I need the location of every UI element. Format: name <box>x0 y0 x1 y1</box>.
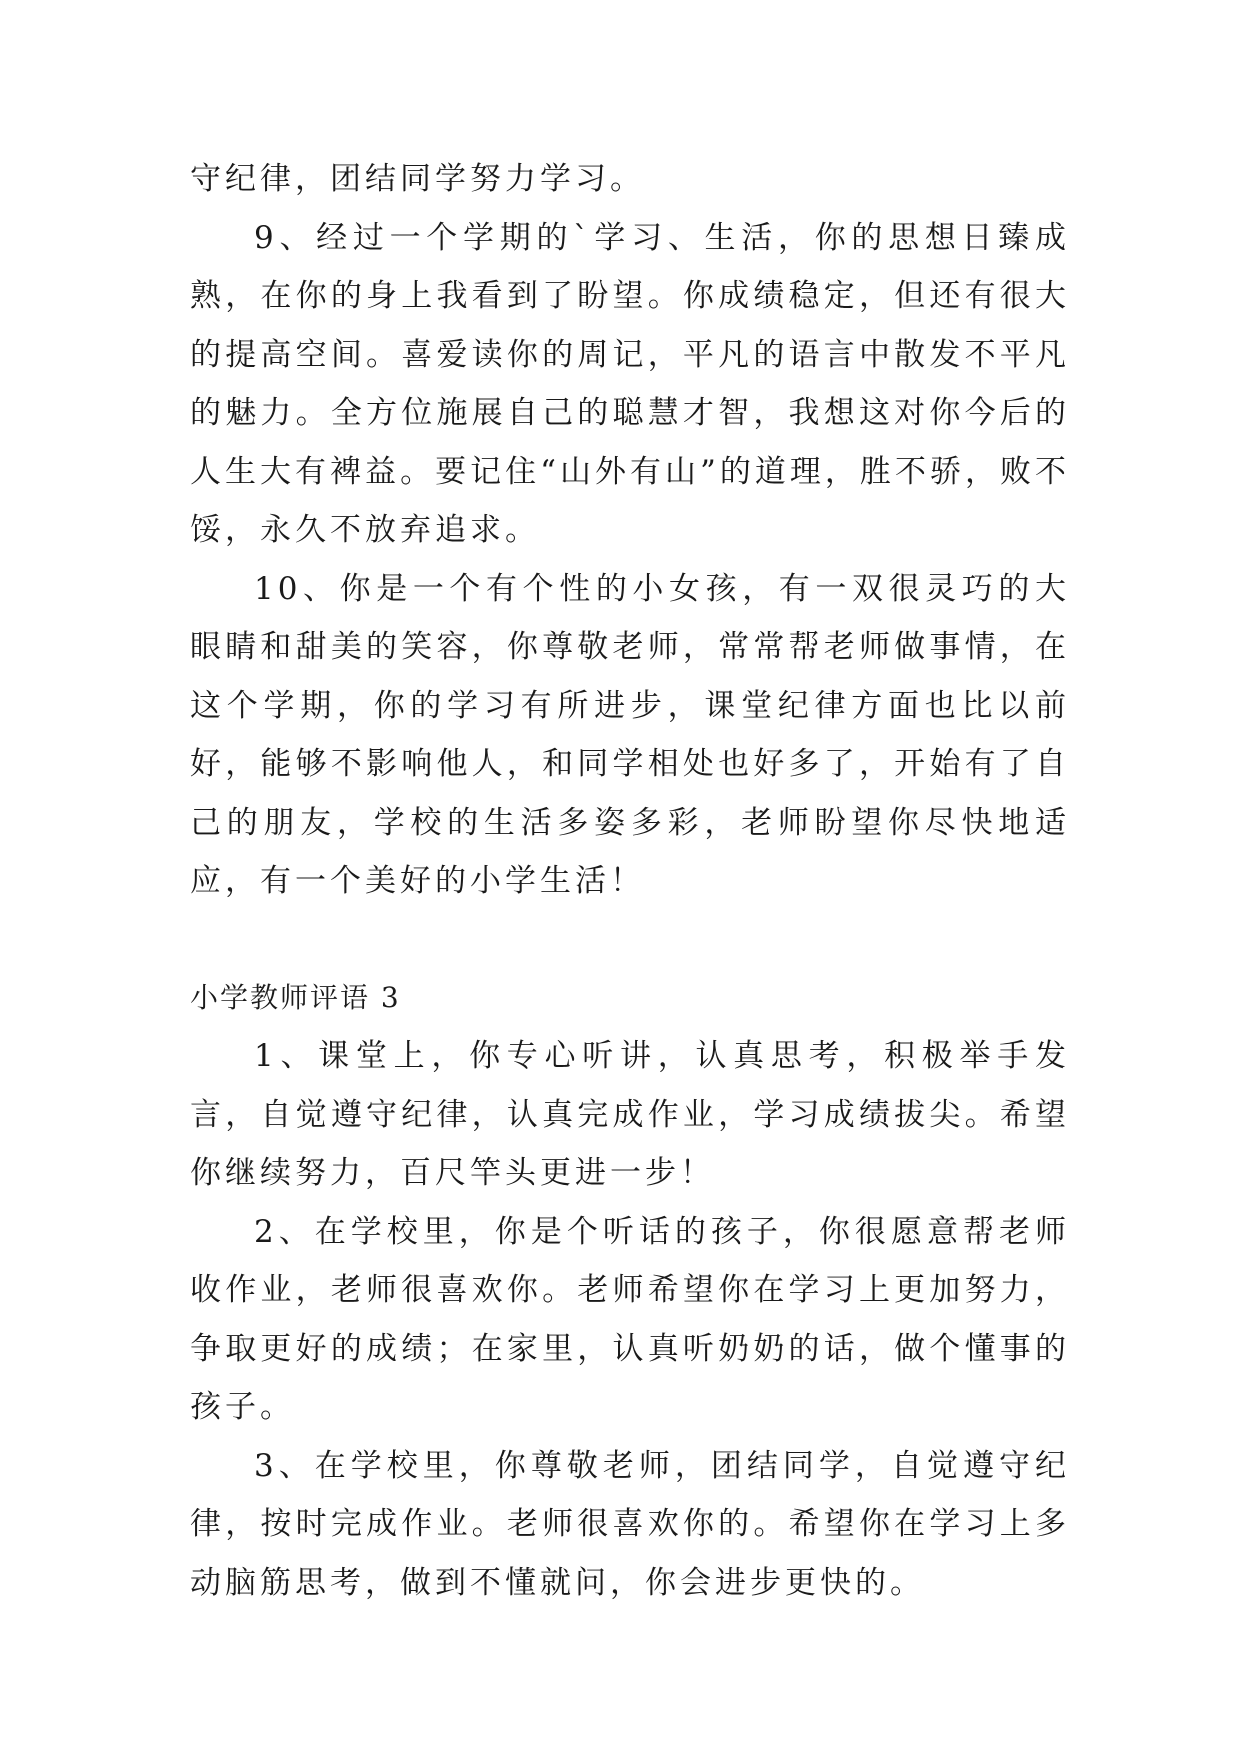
comment-item-1: 1、课堂上，你专心听讲，认真思考，积极举手发言，自觉遵守纪律，认真完成作业，学习成绩拔尖。希望你继续努力，百尺竿头更进一步！ <box>190 1038 1070 1191</box>
comment-item-3: 3、在学校里，你尊敬老师，团结同学，自觉遵守纪律，按时完成作业。老师很喜欢你的。希望你在学习上多动脑筋思考，做到不懂就问，你会进步更快的。 <box>190 1447 1070 1601</box>
continuation-paragraph: 守纪律，团结同学努力学习。 <box>190 161 645 197</box>
comment-item-10: 10、你是一个有个性的小女孩，有一双很灵巧的大眼睛和甜美的笑容，你尊敬老师，常常帮老师做事情，在这个学期，你的学习有所进步，课堂纪律方面也比以前好，能够不影响他人，和同学相处也好多了，开始有了自己的朋友，学校的生活多姿多彩，老师盼望你尽快地适应，有一个美好的小学生活！ <box>190 570 1070 899</box>
document-page <box>190 150 1070 1612</box>
comment-item-9: 9、经过一个学期的`学习、生活，你的思想日臻成熟，在你的身上我看到了盼望。你成绩稳定，但还有很大的提高空间。喜爱读你的周记，平凡的语言中散发不平凡的魅力。全方位施展自己的聪慧才智，我想这对你今后的人生大有裨益。要记住“山外有山”的道理，胜不骄，败不馁，永久不放弃追求。 <box>190 219 1070 548</box>
section-heading: 小学教师评语 3 <box>190 980 401 1014</box>
comment-item-2: 2、在学校里，你是个听话的孩子，你很愿意帮老师收作业，老师很喜欢你。老师希望你在学习上更加努力，争取更好的成绩；在家里，认真听奶奶的话，做个懂事的孩子。 <box>190 1213 1070 1425</box>
section-gap <box>190 911 1070 969</box>
